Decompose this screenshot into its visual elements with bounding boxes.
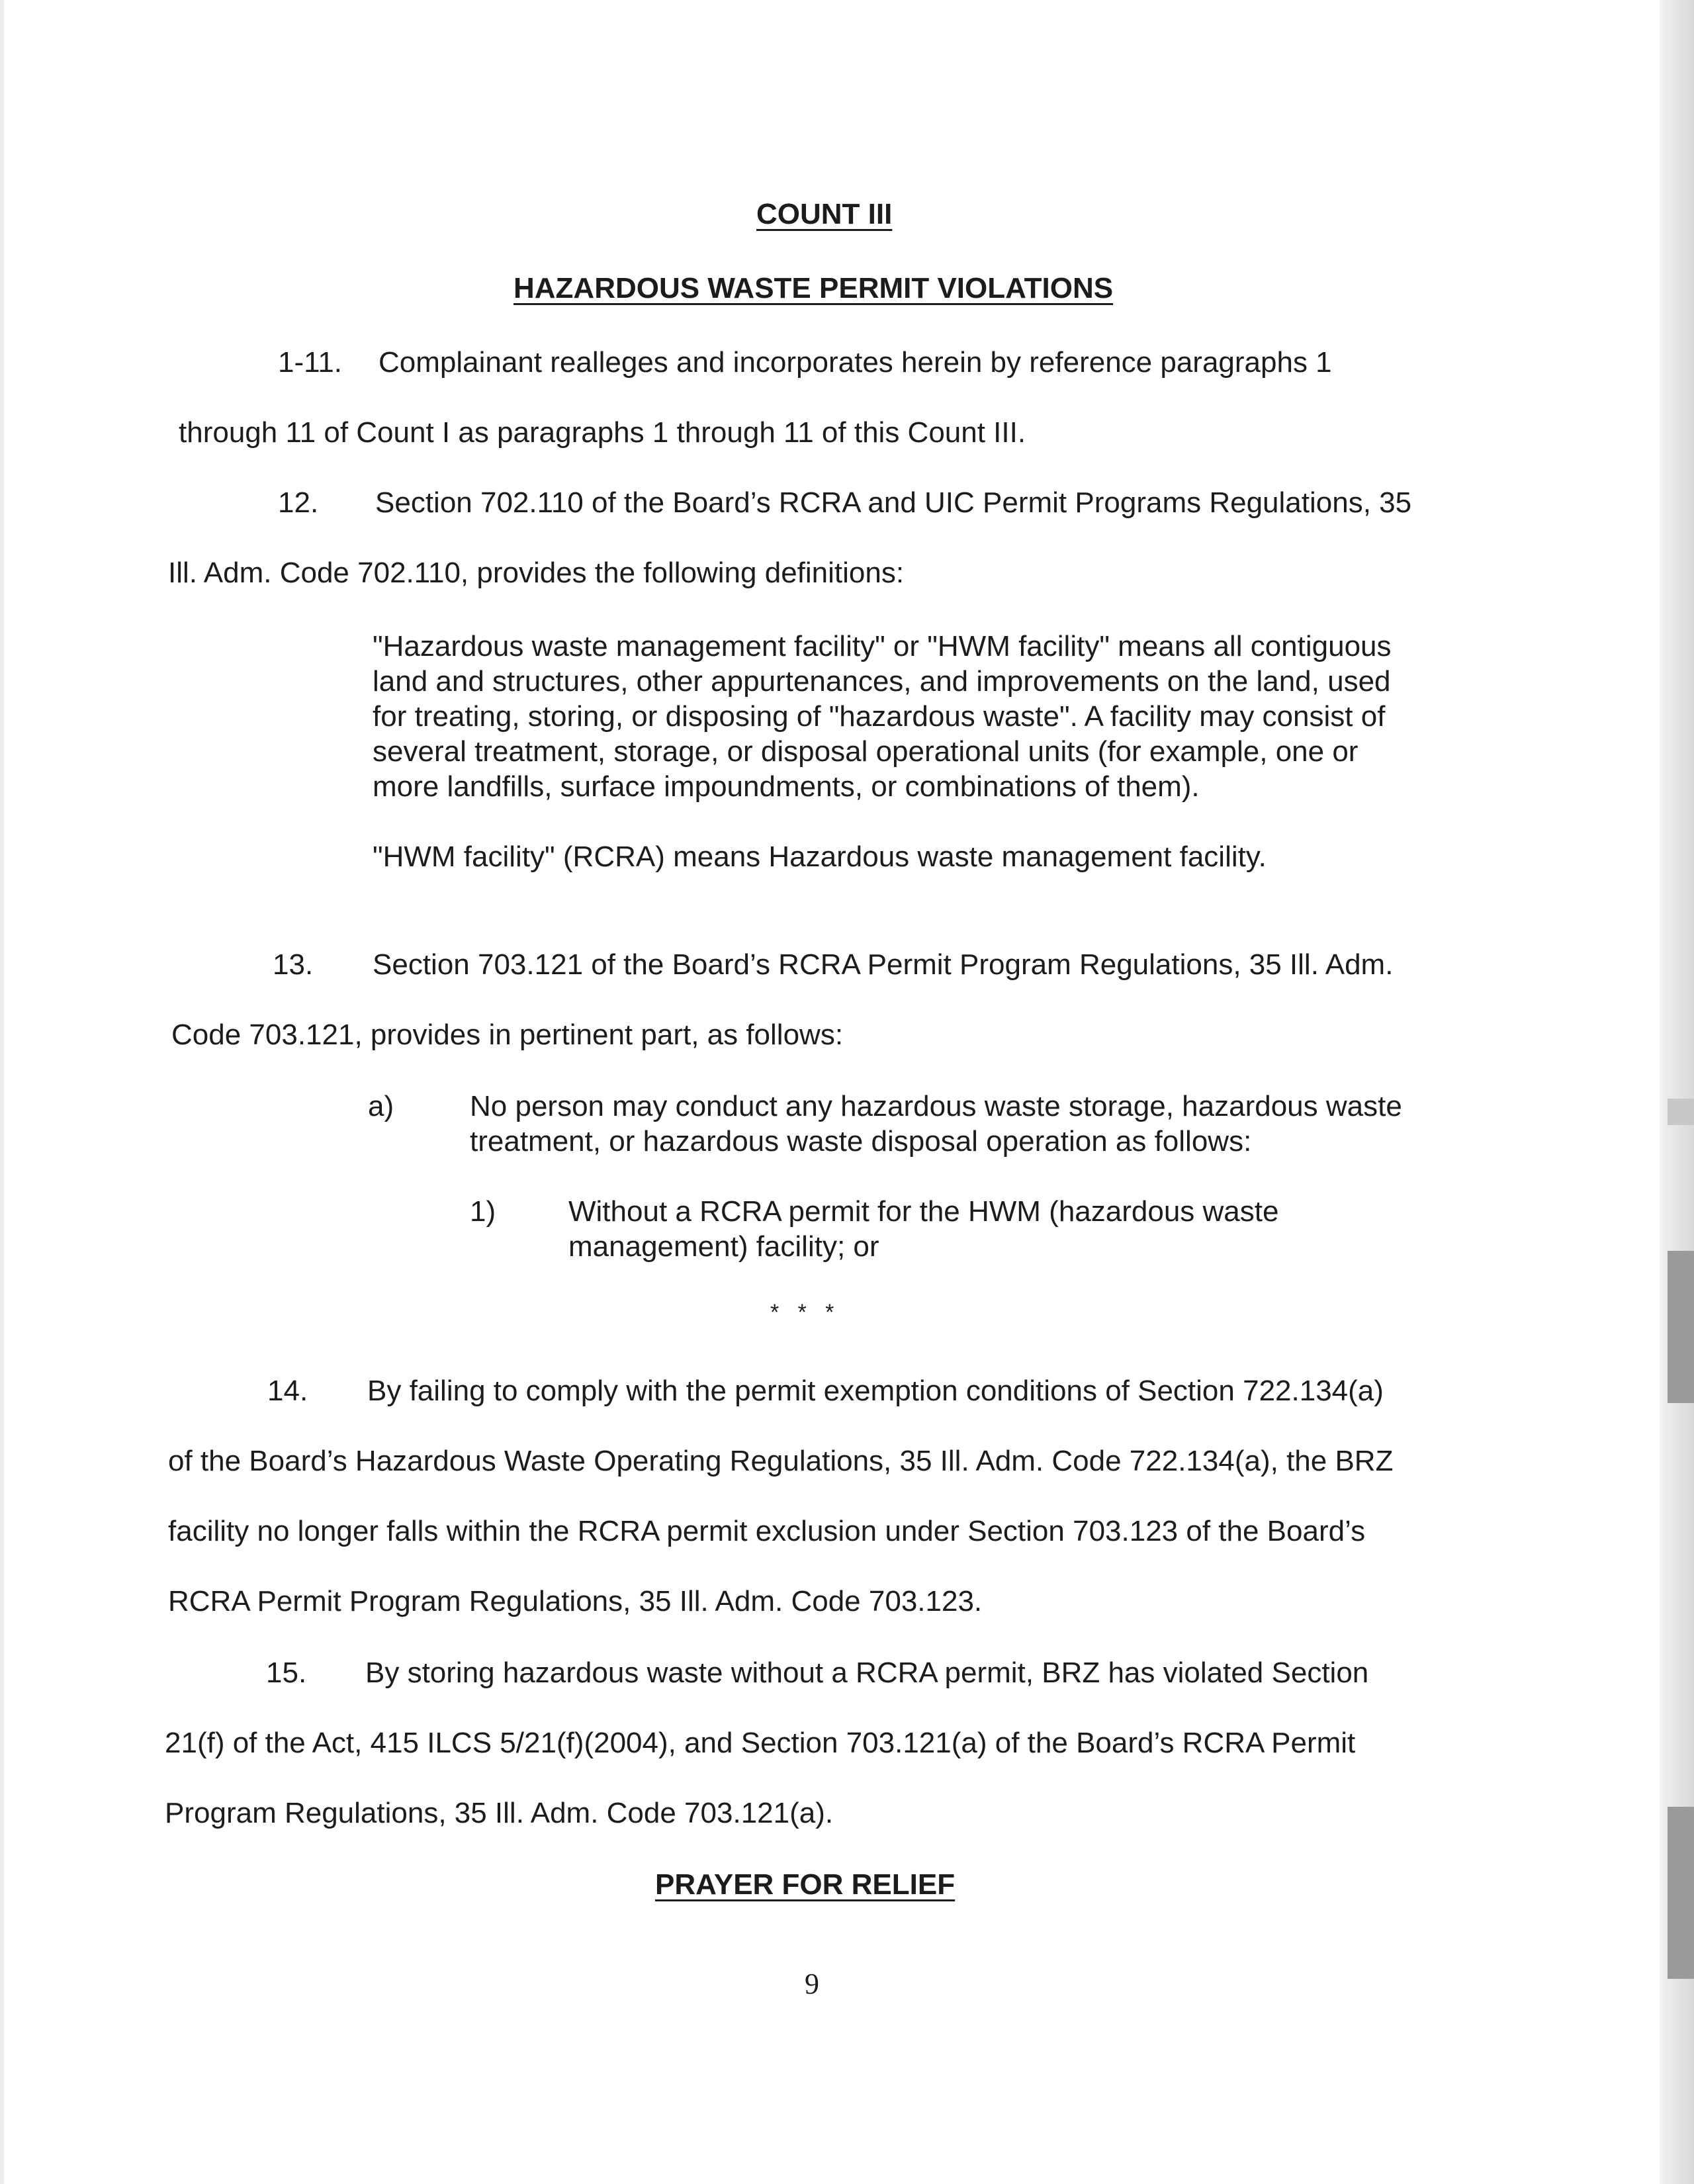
list-item-line: management) facility; or xyxy=(568,1230,879,1263)
paragraph-text: Code 703.121, provides in pertinent part, as follows: xyxy=(171,1019,844,1051)
paragraph-text: Section 703.121 of the Board’s RCRA Permit Program Regulations, 35 Ill. Adm. xyxy=(373,948,1394,981)
ellipsis-asterisks: * * * xyxy=(770,1300,834,1325)
list-item-line: Without a RCRA permit for the HWM (hazardous waste xyxy=(568,1195,1279,1228)
paragraph-number: 13. xyxy=(273,948,314,981)
paragraph-text: of the Board’s Hazardous Waste Operating Regulations, 35 Ill. Adm. Code 722.134(a), the BRZ xyxy=(168,1445,1394,1477)
page-number: 9 xyxy=(805,1968,819,2000)
block-quote xyxy=(373,629,1392,804)
quote-line: several treatment, storage, or disposal operational units (for example, one or xyxy=(373,735,1359,768)
block-quote-line: "HWM facility" (RCRA) means Hazardous waste management facility. xyxy=(373,841,1267,873)
paragraph-text: Program Regulations, 35 Ill. Adm. Code 703.121(a). xyxy=(165,1797,834,1829)
list-label: 1) xyxy=(470,1195,496,1228)
paragraph-number: 15. xyxy=(266,1657,307,1689)
paragraph-text: Section 702.110 of the Board’s RCRA and UIC Permit Programs Regulations, 35 xyxy=(375,486,1412,519)
scan-edge-band xyxy=(1668,1807,1694,1979)
paragraph-text: through 11 of Count I as paragraphs 1 through 11 of this Count III. xyxy=(179,416,1026,449)
list-label: a) xyxy=(368,1090,394,1122)
paragraph-text: facility no longer falls within the RCRA permit exclusion under Section 703.123 of the Board’s xyxy=(168,1515,1366,1547)
list-item xyxy=(470,1089,1402,1159)
paragraph-text: 21(f) of the Act, 415 ILCS 5/21(f)(2004), and Section 703.121(a) of the Board’s RCRA Permit xyxy=(165,1727,1356,1759)
paragraph-text: Complainant realleges and incorporates herein by reference paragraphs 1 xyxy=(379,346,1332,379)
list-item-line: treatment, or hazardous waste disposal operation as follows: xyxy=(470,1125,1252,1158)
prayer-heading: PRAYER FOR RELIEF xyxy=(655,1868,956,1901)
quote-line: land and structures, other appurtenances, and improvements on the land, used xyxy=(373,665,1391,698)
paragraph-number: 14. xyxy=(267,1375,308,1407)
count-heading: COUNT III xyxy=(756,198,893,230)
quote-line: more landfills, surface impoundments, or combinations of them). xyxy=(373,770,1200,803)
quote-line: for treating, storing, or disposing of "hazardous waste". A facility may consist of xyxy=(373,700,1386,733)
paragraph-text: RCRA Permit Program Regulations, 35 Ill. Adm. Code 703.123. xyxy=(168,1585,983,1617)
paragraph-number: 12. xyxy=(278,486,319,519)
paragraph-text: By storing hazardous waste without a RCRA permit, BRZ has violated Section xyxy=(365,1657,1369,1689)
paragraph-number: 1-11. xyxy=(278,346,343,379)
paragraph-text: Ill. Adm. Code 702.110, provides the following definitions: xyxy=(168,557,905,589)
quote-line: "Hazardous waste management facility" or "HWM facility" means all contiguous xyxy=(373,630,1392,662)
paragraph-text: By failing to comply with the permit exemption conditions of Section 722.134(a) xyxy=(367,1375,1384,1407)
scan-edge-band xyxy=(1668,1251,1694,1403)
scan-edge-band xyxy=(1668,1099,1694,1125)
list-item xyxy=(568,1194,1278,1264)
list-item-line: No person may conduct any hazardous waste storage, hazardous waste xyxy=(470,1090,1402,1122)
section-title: HAZARDOUS WASTE PERMIT VIOLATIONS xyxy=(513,272,1114,304)
